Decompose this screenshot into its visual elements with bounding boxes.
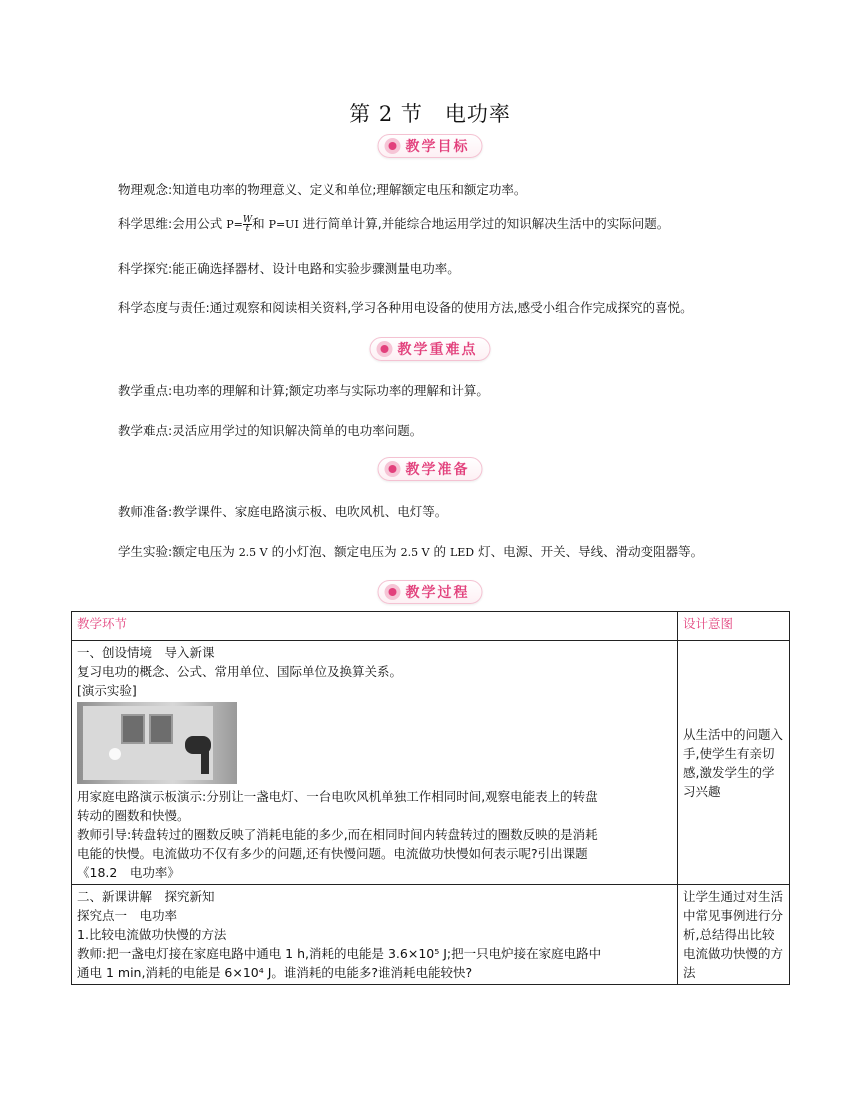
intent-line: 习兴趣 [683, 783, 721, 799]
prep-line: 教师准备:教学课件、家庭电路演示板、电吹风机、电灯等。 [118, 504, 448, 519]
goal-line: 物理观念:知道电功率的物理意义、定义和单位;理解额定电压和额定功率。 [118, 182, 527, 197]
table-row [72, 885, 790, 985]
page-title: 第 2 节 电功率 [349, 102, 511, 126]
step-text: 用家庭电路演示板演示:分别让一盏电灯、一台电吹风机单独工作相同时间,观察电能表上的转盘 [77, 789, 598, 804]
goal-text: 进行简单计算,并能综合地运用学过的知识解决生活中的实际问题。 [298, 216, 670, 231]
table-header-row [72, 612, 790, 641]
prep-text: 灯、电源、开关、导线、滑动变阻器等。 [474, 544, 704, 559]
step-text: 探究点一 电功率 [77, 908, 178, 923]
prep-line-experiment [118, 542, 703, 560]
table-row [72, 641, 790, 885]
section-banner-keys [370, 337, 491, 361]
electric-meter-icon [149, 714, 173, 744]
step-cell [72, 641, 678, 885]
step-text: 1.比较电流做功快慢的方法 [77, 927, 227, 942]
section-title: 教学过程 [405, 585, 470, 601]
section-badge-icon [385, 461, 401, 477]
prep-text: 的小灯泡、额定电压为 [267, 544, 401, 559]
section-badge-icon [385, 138, 401, 154]
step-text: 复习电功的概念、公式、常用单位、国际单位及换算关系。 [77, 664, 403, 679]
voltage-value: 2.5 V [400, 546, 430, 559]
goal-text: 科学思维:会用公式 [118, 216, 227, 231]
section-title: 教学准备 [405, 462, 470, 478]
formula-p: P= [226, 218, 243, 231]
process-table [71, 611, 790, 985]
step-text: 教师引导:转盘转过的圈数反映了消耗电能的多少,而在相同时间内转盘转过的圈数反映的是消耗 [77, 827, 598, 842]
formula-numerator: W [242, 215, 253, 225]
intent-line: 从生活中的问题入 [683, 726, 784, 742]
step-cell [72, 885, 678, 985]
intent-line: 中常见事例进行分 [683, 908, 784, 923]
section-banner-process [378, 580, 483, 604]
intent-line: 感,激发学生的学 [683, 764, 775, 780]
key-line: 教学重点:电功率的理解和计算;额定功率与实际功率的理解和计算。 [118, 383, 489, 398]
intent-line: 手,使学生有亲切 [683, 745, 775, 761]
intent-line: 析,总结得出比较 [683, 927, 775, 942]
formula-pui: P=UI [268, 218, 299, 231]
section-badge-icon [385, 584, 401, 600]
section-title: 教学重难点 [397, 342, 478, 358]
step-text: 《18.2 电功率》 [77, 865, 180, 880]
goal-line-formula [118, 214, 669, 233]
step-text: 电能的快慢。电流做功不仅有多少的问题,还有快慢问题。电流做功快慢如何表示呢?引出课题 [77, 846, 588, 861]
section-badge-icon [377, 341, 393, 357]
key-line: 教学难点:灵活应用学过的知识解决简单的电功率问题。 [118, 423, 423, 438]
goal-line: 科学探究:能正确选择器材、设计电路和实验步骤测量电功率。 [118, 261, 460, 276]
formula-fraction [243, 216, 252, 233]
prep-text: 的 [429, 544, 450, 559]
step-heading: 二、新课讲解 探究新知 [77, 889, 215, 904]
prep-text: 学生实验:额定电压为 [118, 544, 239, 559]
intent-cell [678, 885, 790, 985]
intent-cell [678, 641, 790, 885]
intent-line: 让学生通过对生活 [683, 889, 784, 904]
section-title: 教学目标 [405, 139, 470, 155]
section-banner-goals [378, 134, 483, 158]
voltage-value: 2.5 V [238, 546, 268, 559]
led-label: LED [449, 546, 475, 559]
electric-meter-icon [121, 714, 145, 744]
goal-text: 和 [252, 216, 269, 231]
hair-dryer-handle [201, 750, 209, 774]
step-text: [演示实验] [77, 683, 137, 698]
goal-line: 科学态度与责任:通过观察和阅读相关资料,学习各种用电设备的使用方法,感受小组合作完成探究的喜悦。 [118, 300, 693, 315]
step-heading: 一、创设情境 导入新课 [77, 645, 215, 660]
section-banner-prep [378, 457, 483, 481]
step-text: 教师:把一盏电灯接在家庭电路中通电 1 h,消耗的电能是 3.6×10⁵ J;把一只电炉接在家庭电路中 [77, 946, 602, 961]
step-text: 转动的圈数和快慢。 [77, 808, 190, 823]
formula-denominator: t [245, 224, 250, 234]
intent-line: 法 [683, 965, 696, 980]
demo-photo [77, 702, 237, 784]
header-cell-intent: 设计意图 [678, 612, 790, 641]
header-cell-step: 教学环节 [72, 612, 678, 641]
lamp-icon [109, 748, 121, 760]
intent-line: 电流做功快慢的方 [683, 946, 784, 961]
step-text: 通电 1 min,消耗的电能是 6×10⁴ J。谁消耗的电能多?谁消耗电能较快? [77, 965, 473, 980]
